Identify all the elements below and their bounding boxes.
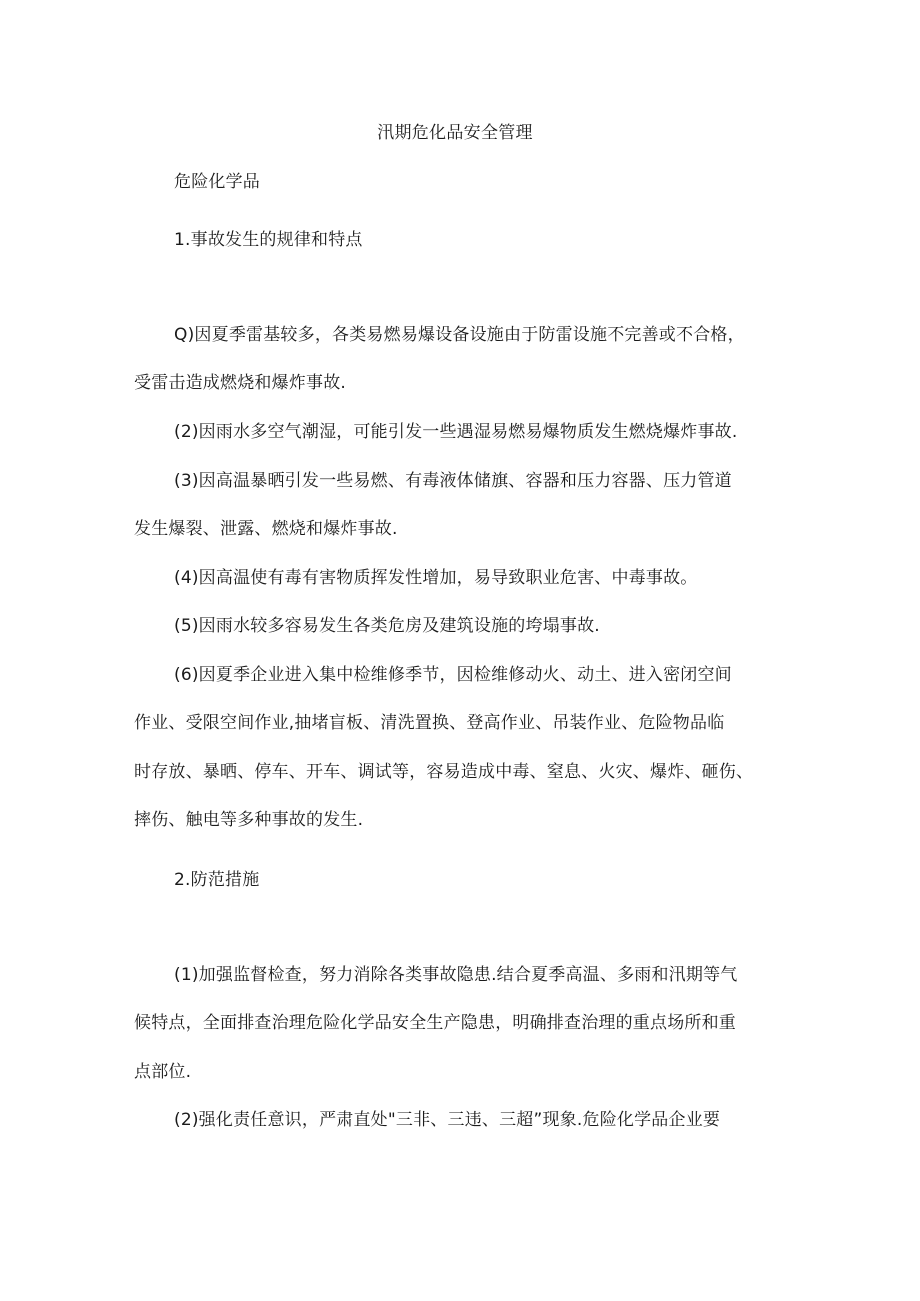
item-2-line-1: (2)因雨水多空气潮湿，可能引发一些遇湿易燃易爆物质发生燃烧爆炸事故. xyxy=(174,422,738,442)
document-title: 汛期危化品安全管理 xyxy=(377,123,533,143)
item-1-line-1: Q)因夏季雷基较多，各类易燃易爆设备设施由于防雷设施不完善或不合格， xyxy=(174,325,745,345)
measure-1-line-1: (1)加强监督检查，努力消除各类事故隐患.结合夏季高温、多雨和汛期等气 xyxy=(174,965,738,985)
item-6-line-3: 时存放、暴晒、停车、开车、调试等，容易造成中毒、窒息、火灾、爆炸、砸伤、 xyxy=(134,762,754,782)
heading-prevention: 2.防范措施 xyxy=(174,870,260,890)
measure-1-line-2: 候特点，全面排查治理危险化学品安全生产隐患，明确排查治理的重点场所和重 xyxy=(134,1013,736,1033)
item-6-line-4: 摔伤、触电等多种事故的发生. xyxy=(134,810,364,830)
item-1-line-2: 受雷击造成燃烧和爆炸事故. xyxy=(134,373,347,393)
item-6-line-2: 作业、受限空间作业,抽堵盲板、清洗置换、登高作业、吊装作业、危险物品临 xyxy=(134,713,725,733)
heading-accident-patterns: 1.事故发生的规律和特点 xyxy=(174,230,363,250)
item-3-line-1: (3)因高温暴晒引发一些易燃、有毒液体储旗、容器和压力容器、压力管道 xyxy=(174,471,732,491)
item-4-line-1: (4)因高温使有毒有害物质挥发性增加，易导致职业危害、中毒事故。 xyxy=(174,568,698,588)
measure-1-line-3: 点部位. xyxy=(134,1062,192,1082)
measure-2-line-1: (2)强化责任意识，严肃直处"三非、三违、三超”现象.危险化学品企业要 xyxy=(174,1110,721,1130)
section-label: 危险化学品 xyxy=(174,172,260,192)
item-6-line-1: (6)因夏季企业进入集中检维修季节，因检维修动火、动土、进入密闭空间 xyxy=(174,665,732,685)
item-3-line-2: 发生爆裂、泄露、燃烧和爆炸事故. xyxy=(134,519,398,539)
item-5-line-1: (5)因雨水较多容易发生各类危房及建筑设施的垮塌事故. xyxy=(174,616,600,636)
